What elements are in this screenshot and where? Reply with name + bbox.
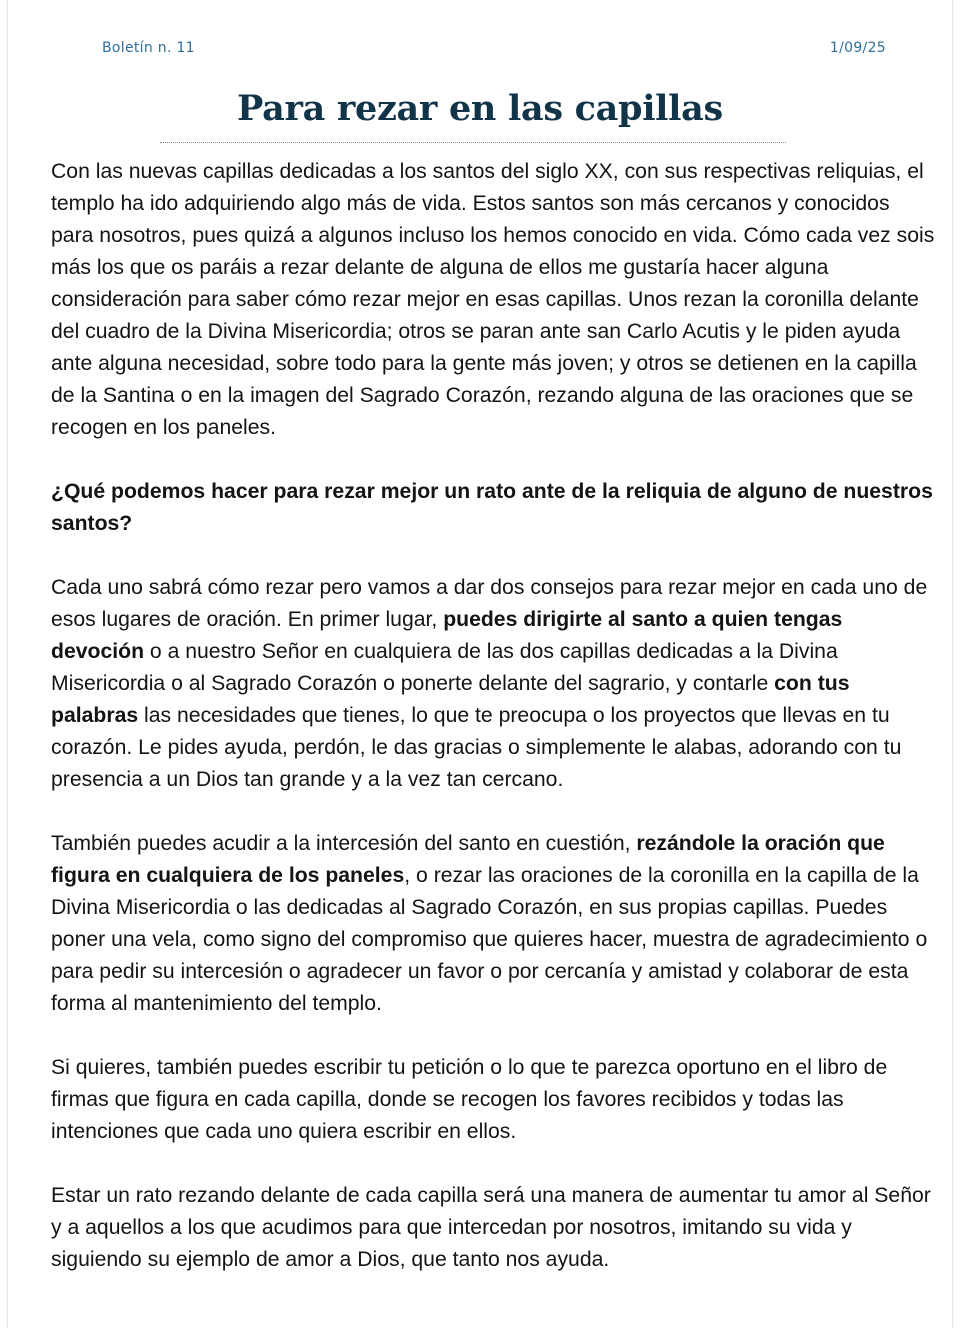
advice-two-text-2: , o rezar las oraciones de la coronilla en la capilla de la Divina Misericordia o las dedicadas al Sagrado Corazón, en sus propias capillas. Puedes poner una vela, como signo del compromiso que quieres hacer, muestra de agradecimiento o para pedir su intercesión o agradecer un favor o por cercanía y amistad y colaborar de esta forma al mantenimiento del templo. xyxy=(51,864,928,1015)
paragraph-closing: Estar un rato rezando delante de cada capilla será una manera de aumentar tu amor al Señor y a aquellos a los que acudimos para que intercedan por nosotros, imitando su vida y siguiendo su ejemplo de amor a Dios, que tanto nos ayuda. xyxy=(51,1184,931,1271)
paragraph-advice-two xyxy=(51,828,937,1020)
advice-one-bold-1: puedes dirigirte al santo a quien tengas devoción xyxy=(51,608,843,663)
page-title: Para rezar en las capillas xyxy=(237,88,723,129)
advice-one-bold-2: con tus palabras xyxy=(51,672,850,727)
bulletin-number: Boletín n. 11 xyxy=(102,40,195,56)
bulletin-date: 1/09/25 xyxy=(829,40,886,56)
paragraph-question xyxy=(51,476,937,540)
advice-two-bold-1: rezándole la oración que figura en cualquiera de los paneles xyxy=(51,832,885,887)
article-body xyxy=(51,156,937,1308)
advice-one-text-3: las necesidades que tienes, lo que te preocupa o los proyectos que llevas en tu corazón. Le pides ayuda, perdón, le das gracias o simplemente le alabas, adorando con tu presencia a un Dios tan grande y a la vez tan cercano. xyxy=(51,704,902,791)
paragraph-advice-one xyxy=(51,572,937,796)
question-text: ¿Qué podemos hacer para rezar mejor un rato ante de la reliquia de alguno de nuestros santos? xyxy=(51,480,933,535)
advice-one-text-1: Cada uno sabrá cómo rezar pero vamos a dar dos consejos para rezar mejor en cada uno de esos lugares de oración. En primer lugar, xyxy=(51,576,928,631)
advice-two-text-1: También puedes acudir a la intercesión del santo en cuestión, xyxy=(51,832,637,855)
page-header xyxy=(102,40,886,60)
title-divider xyxy=(160,142,786,143)
document-page xyxy=(8,0,952,1328)
paragraph-intro: Con las nuevas capillas dedicadas a los santos del siglo XX, con sus respectivas reliquias, el templo ha ido adquiriendo algo más de vida. Estos santos son más cercanos y conocidos para nosotros, pues quizá a algunos incluso los hemos conocido en vida. Cómo cada vez sois más los que os paráis a rezar delante de alguna de ellos me gustaría hacer alguna consideración para saber cómo rezar mejor en esas capillas. Unos rezan la coronilla delante del cuadro de la Divina Misericordia; otros se paran ante san Carlo Acutis y le piden ayuda ante alguna necesidad, sobre todo para la gente más joven; y otros se detienen en la capilla de la Santina o en la imagen del Sagrado Corazón, rezando alguna de las oraciones que se recogen en los paneles. xyxy=(51,160,935,439)
advice-one-text-2: o a nuestro Señor en cualquiera de las dos capillas dedicadas a la Divina Misericordia o al Sagrado Corazón o ponerte delante del sagrario, y contarle xyxy=(51,640,838,695)
paragraph-guestbook: Si quieres, también puedes escribir tu petición o lo que te parezca oportuno en el libro de firmas que figura en cada capilla, donde se recogen los favores recibidos y todas las intenciones que cada uno quiera escribir en ellos. xyxy=(51,1056,888,1143)
